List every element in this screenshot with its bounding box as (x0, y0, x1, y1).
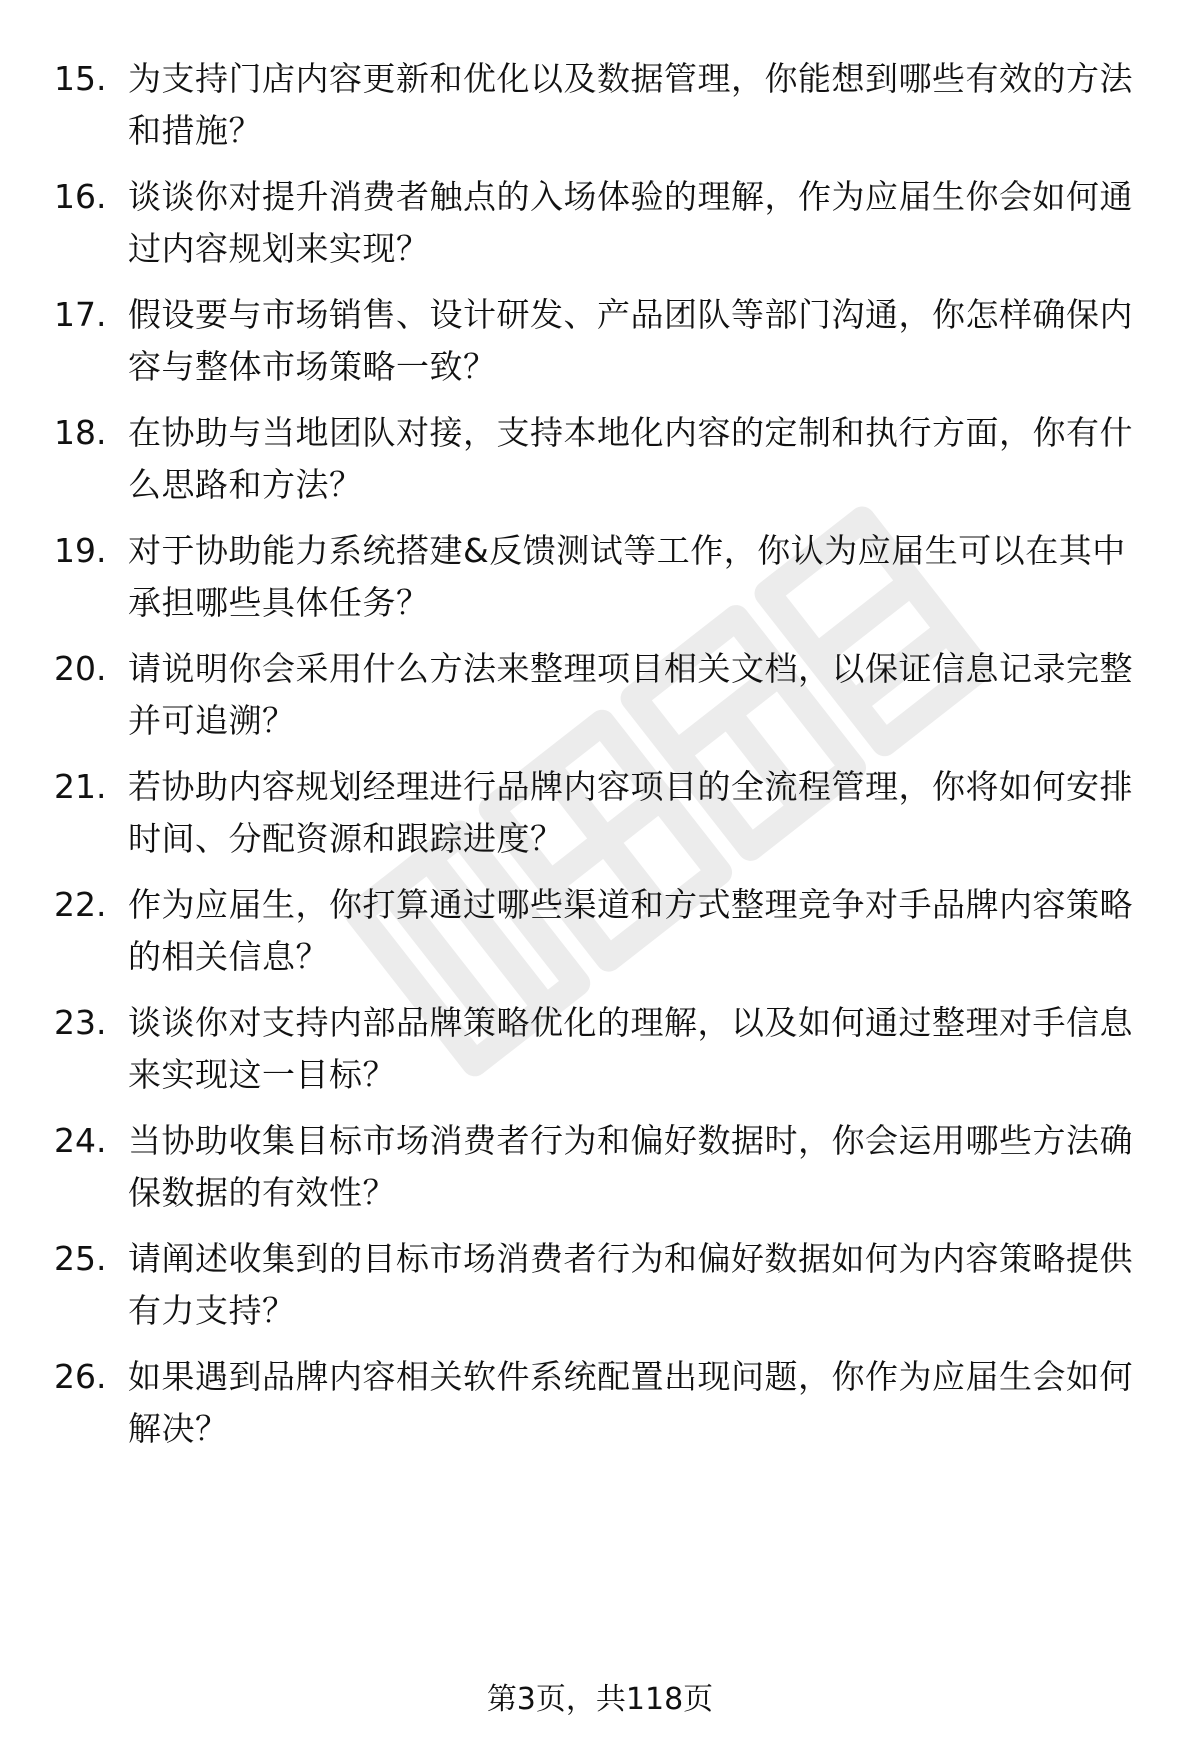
question-item-26 (0, 1351, 1200, 1461)
question-text: 谈谈你对支持内部品牌策略优化的理解，以及如何通过整理对手信息来实现这一目标？ (128, 1003, 1133, 1094)
question-number: 22. (54, 885, 107, 924)
question-number: 16. (54, 177, 107, 216)
question-text: 请说明你会采用什么方法来整理项目相关文档，以保证信息记录完整并可追溯？ (128, 649, 1133, 740)
question-text: 如果遇到品牌内容相关软件系统配置出现问题，你作为应届生会如何解决？ (128, 1357, 1133, 1448)
question-item-25 (0, 1233, 1200, 1343)
question-item-23 (0, 997, 1200, 1107)
question-text: 对于协助能力系统搭建&反馈测试等工作，你认为应届生可以在其中承担哪些具体任务？ (128, 531, 1126, 622)
question-number: 24. (54, 1121, 107, 1160)
question-item-18 (0, 407, 1200, 517)
question-item-17 (0, 289, 1200, 399)
question-item-21 (0, 761, 1200, 871)
question-text: 假设要与市场销售、设计研发、产品团队等部门沟通，你怎样确保内容与整体市场策略一致？ (128, 295, 1133, 386)
question-number: 25. (54, 1239, 107, 1278)
question-number: 26. (54, 1357, 107, 1396)
question-number: 20. (54, 649, 107, 688)
question-text: 作为应届生，你打算通过哪些渠道和方式整理竞争对手品牌内容策略的相关信息？ (128, 885, 1133, 976)
question-item-15 (0, 53, 1200, 163)
question-text: 当协助收集目标市场消费者行为和偏好数据时，你会运用哪些方法确保数据的有效性？ (128, 1121, 1133, 1212)
question-item-19 (0, 525, 1200, 635)
question-number: 15. (54, 59, 107, 98)
question-text: 为支持门店内容更新和优化以及数据管理，你能想到哪些有效的方法和措施？ (128, 59, 1133, 150)
question-item-20 (0, 643, 1200, 753)
question-number: 21. (54, 767, 107, 806)
question-number: 18. (54, 413, 107, 452)
question-number: 17. (54, 295, 107, 334)
question-number: 23. (54, 1003, 107, 1042)
question-number: 19. (54, 531, 107, 570)
question-text: 谈谈你对提升消费者触点的入场体验的理解，作为应届生你会如何通过内容规划来实现？ (128, 177, 1133, 268)
question-text: 若协助内容规划经理进行品牌内容项目的全流程管理，你将如何安排时间、分配资源和跟踪进度？ (128, 767, 1133, 858)
question-item-24 (0, 1115, 1200, 1225)
question-text: 在协助与当地团队对接，支持本地化内容的定制和执行方面，你有什么思路和方法？ (128, 413, 1133, 504)
page-footer: 第3页，共118页 (486, 1682, 714, 1717)
question-text: 请阐述收集到的目标市场消费者行为和偏好数据如何为内容策略提供有力支持？ (128, 1239, 1133, 1330)
question-item-22 (0, 879, 1200, 989)
question-item-16 (0, 171, 1200, 281)
